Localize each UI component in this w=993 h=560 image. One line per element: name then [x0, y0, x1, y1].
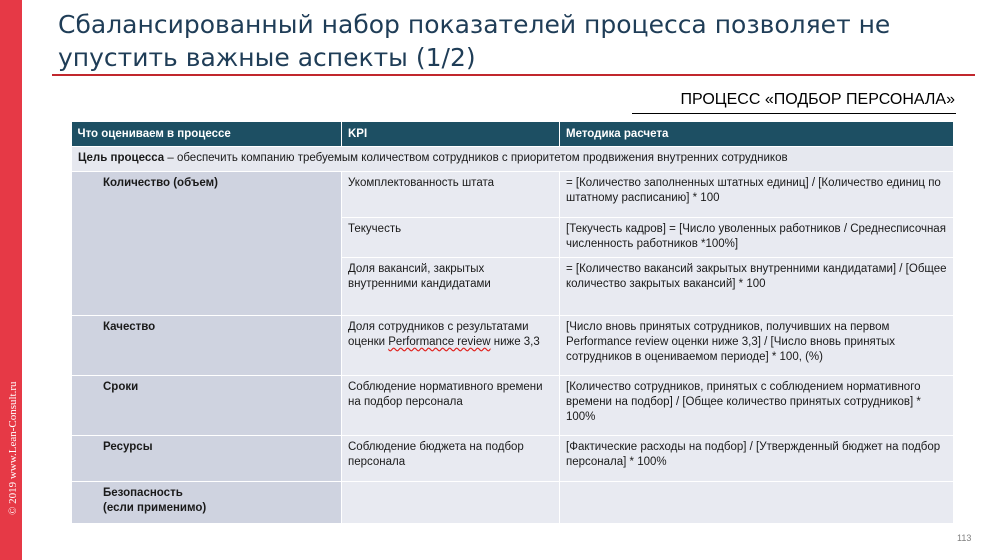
- table-row: [72, 316, 954, 376]
- table-row: [72, 376, 954, 436]
- category-cell: Безопасность (если применимо): [72, 482, 342, 524]
- method-cell: [Текучесть кадров] = [Число уволенных работников / Среднесписочная численность работников *100%]: [560, 218, 954, 258]
- table-row: [72, 172, 954, 218]
- kpi-cell: Укомплектованность штата: [342, 172, 560, 218]
- table-header-row: [72, 122, 954, 147]
- category-cell: Количество (объем): [72, 172, 342, 316]
- kpi-text: Доля сотрудников с результатами оценки: [348, 321, 529, 348]
- method-cell: [Количество сотрудников, принятых с соблюдением нормативного времени на подбор] / [Общее количество принятых сотрудников] * 100%: [560, 376, 954, 436]
- goal-row: [72, 147, 954, 172]
- kpi-cell: Соблюдение бюджета на подбор персонала: [342, 436, 560, 482]
- goal-label: Цель процесса: [78, 152, 165, 164]
- category-cell: Сроки: [72, 376, 342, 436]
- kpi-cell: [342, 316, 560, 376]
- kpi-cell: Доля вакансий, закрытых внутренними кандидатами: [342, 258, 560, 316]
- category-cell: Ресурсы: [72, 436, 342, 482]
- kpi-cell: Текучесть: [342, 218, 560, 258]
- title-divider: [52, 74, 975, 76]
- kpi-cell: Соблюдение нормативного времени на подбор персонала: [342, 376, 560, 436]
- method-cell: [560, 482, 954, 524]
- goal-text: – обеспечить компанию требуемым количеством сотрудников с приоритетом продвижения внутренних сотрудников: [164, 152, 788, 164]
- spellcheck-word: Performance review: [388, 336, 491, 348]
- copyright-text: © 2019 www.Lean-Consult.ru: [7, 381, 19, 515]
- kpi-text-tail: ниже 3,3: [490, 336, 540, 348]
- method-cell: [Фактические расходы на подбор] / [Утвержденный бюджет на подбор персонала] * 100%: [560, 436, 954, 482]
- header-what: Что оцениваем в процессе: [72, 122, 342, 147]
- method-cell: = [Количество вакансий закрытых внутренними кандидатами] / [Общее количество закрытых вакансий] * 100: [560, 258, 954, 316]
- method-cell: = [Количество заполненных штатных единиц] / [Количество единиц по штатному расписанию] * 100: [560, 172, 954, 218]
- page-title: Сбалансированный набор показателей процесса позволяет не упустить важные аспекты (1/2): [58, 10, 891, 72]
- goal-cell: [72, 147, 954, 172]
- header-kpi: KPI: [342, 122, 560, 147]
- process-label: ПРОЦЕСС «ПОДБОР ПЕРСОНАЛА»: [680, 91, 955, 108]
- category-cell: Качество: [72, 316, 342, 376]
- table-row: [72, 436, 954, 482]
- process-label-underline: [632, 113, 956, 114]
- kpi-cell: [342, 482, 560, 524]
- header-method: Методика расчета: [560, 122, 954, 147]
- method-cell: [Число вновь принятых сотрудников, получивших на первом Performance review оценки ниже 3,3] / [Число вновь принятых сотрудников в оцениваемом периоде] * 100, (%): [560, 316, 954, 376]
- kpi-table: [71, 122, 954, 524]
- page-number: 113: [957, 533, 972, 543]
- table-row: [72, 482, 954, 524]
